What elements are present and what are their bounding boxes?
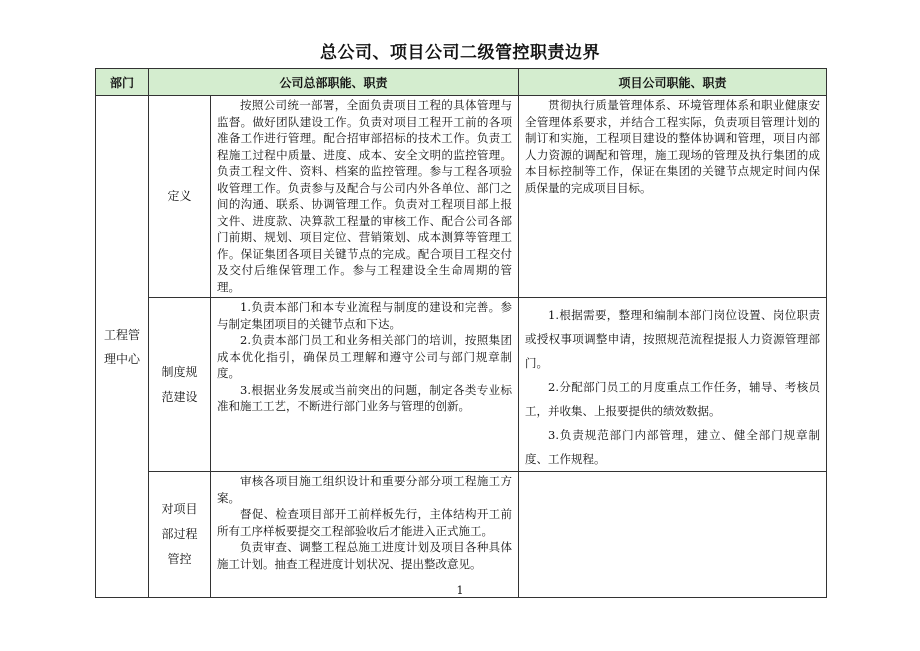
department-cell: 工程管理中心 bbox=[96, 96, 149, 598]
responsibility-table bbox=[95, 68, 827, 598]
project-duty-cell-empty bbox=[519, 472, 827, 598]
project-duty-text: 贯彻执行质量管理体系、环境管理体系和职业健康安全管理体系要求，并结合工程实际，负责项目管理计划的制订和实施，工程项目建设的整体协调和管理，项目内部人力资源的调配和管理，施工现场的管理及执行集团的成本目标控制等工作，保证在集团的关键节点规定时间内保质保量的完成项目目标。 bbox=[525, 98, 821, 195]
project-duty-text: 3.负责规范部门内部管理，建立、健全部门规章制度、工作规程。 bbox=[525, 428, 821, 466]
table-row bbox=[96, 298, 827, 472]
project-duty-cell bbox=[519, 96, 827, 298]
table-header-row bbox=[96, 69, 827, 96]
row-label: 制度规范建设 bbox=[149, 298, 211, 472]
hq-duty-clip bbox=[217, 473, 512, 597]
hq-duty-cell bbox=[211, 298, 519, 472]
header-hq: 公司总部职能、职责 bbox=[149, 69, 519, 96]
row-label: 对项目部过程管控 bbox=[149, 472, 211, 598]
hq-duty-text: 负责审查、调整工程总施工进度计划及项目各种具体施工计划。抽查工程进度计划状况、提出整改意见。 bbox=[217, 540, 513, 571]
page-number: 1 bbox=[456, 584, 464, 597]
project-duty-cell bbox=[519, 298, 827, 472]
hq-duty-text: 2.负责本部门员工和业务相关部门的培训，按照集团成本优化指引，确保员工理解和遵守公司与部门规章制度。 bbox=[217, 333, 513, 380]
row-label: 定义 bbox=[149, 96, 211, 298]
hq-duty-text: 按照公司统一部署，全面负责项目工程的具体管理与监督。做好团队建设工作。负责对项目工程开工前的各项准备工作进行管理。配合招审部招标的技术工作。负责工程施工过程中质量、进度、成本、安全文明的监控管理。负责工程文件、资料、档案的监控管理。参与工程各项验收管理工作。负责参与及配合与公司内外各单位、部门之间的沟通、联系、协调管理工作。负责对工程项目部上报文件、进度款、决算款工程量的审核工作、配合公司各部门前期、规划、项目定位、营销策划、成本测算等管理工作。保证集团各项目关键节点的完成。配合项目工程交付及交付后维保管理工作。参与工程建设全生命周期的管理。 bbox=[217, 98, 513, 294]
table-row bbox=[96, 96, 827, 298]
header-project: 项目公司职能、职责 bbox=[519, 69, 827, 96]
header-dept: 部门 bbox=[96, 69, 149, 96]
table-row bbox=[96, 472, 827, 598]
hq-duty-text: 3.根据业务发展或当前突出的问题，制定各类专业标准和施工工艺，不断进行部门业务与管理的创新。 bbox=[217, 382, 513, 413]
hq-duty-cell bbox=[211, 472, 519, 598]
hq-duty-text: 审核各项目施工组织设计和重要分部分项工程施工方案。 bbox=[217, 474, 513, 505]
hq-duty-text: 督促、检查项目部开工前样板先行，主体结构开工前所有工序样板要提交工程部验收后才能进入正式施工。 bbox=[217, 507, 513, 538]
hq-duty-cell bbox=[211, 96, 519, 298]
document-title: 总公司、项目公司二级管控职责边界 bbox=[320, 43, 600, 63]
hq-duty-text: 1.负责本部门和本专业流程与制度的建设和完善。参与制定集团项目的关键节点和下达。 bbox=[217, 300, 513, 331]
project-duty-text: 2.分配部门员工的月度重点工作任务，辅导、考核员工，并收集、上报要提供的绩效数据。 bbox=[525, 380, 821, 418]
project-duty-text: 1.根据需要，整理和编制本部门岗位设置、岗位职责或授权事项调整申请，按照规范流程提报人力资源管理部门。 bbox=[525, 308, 821, 370]
